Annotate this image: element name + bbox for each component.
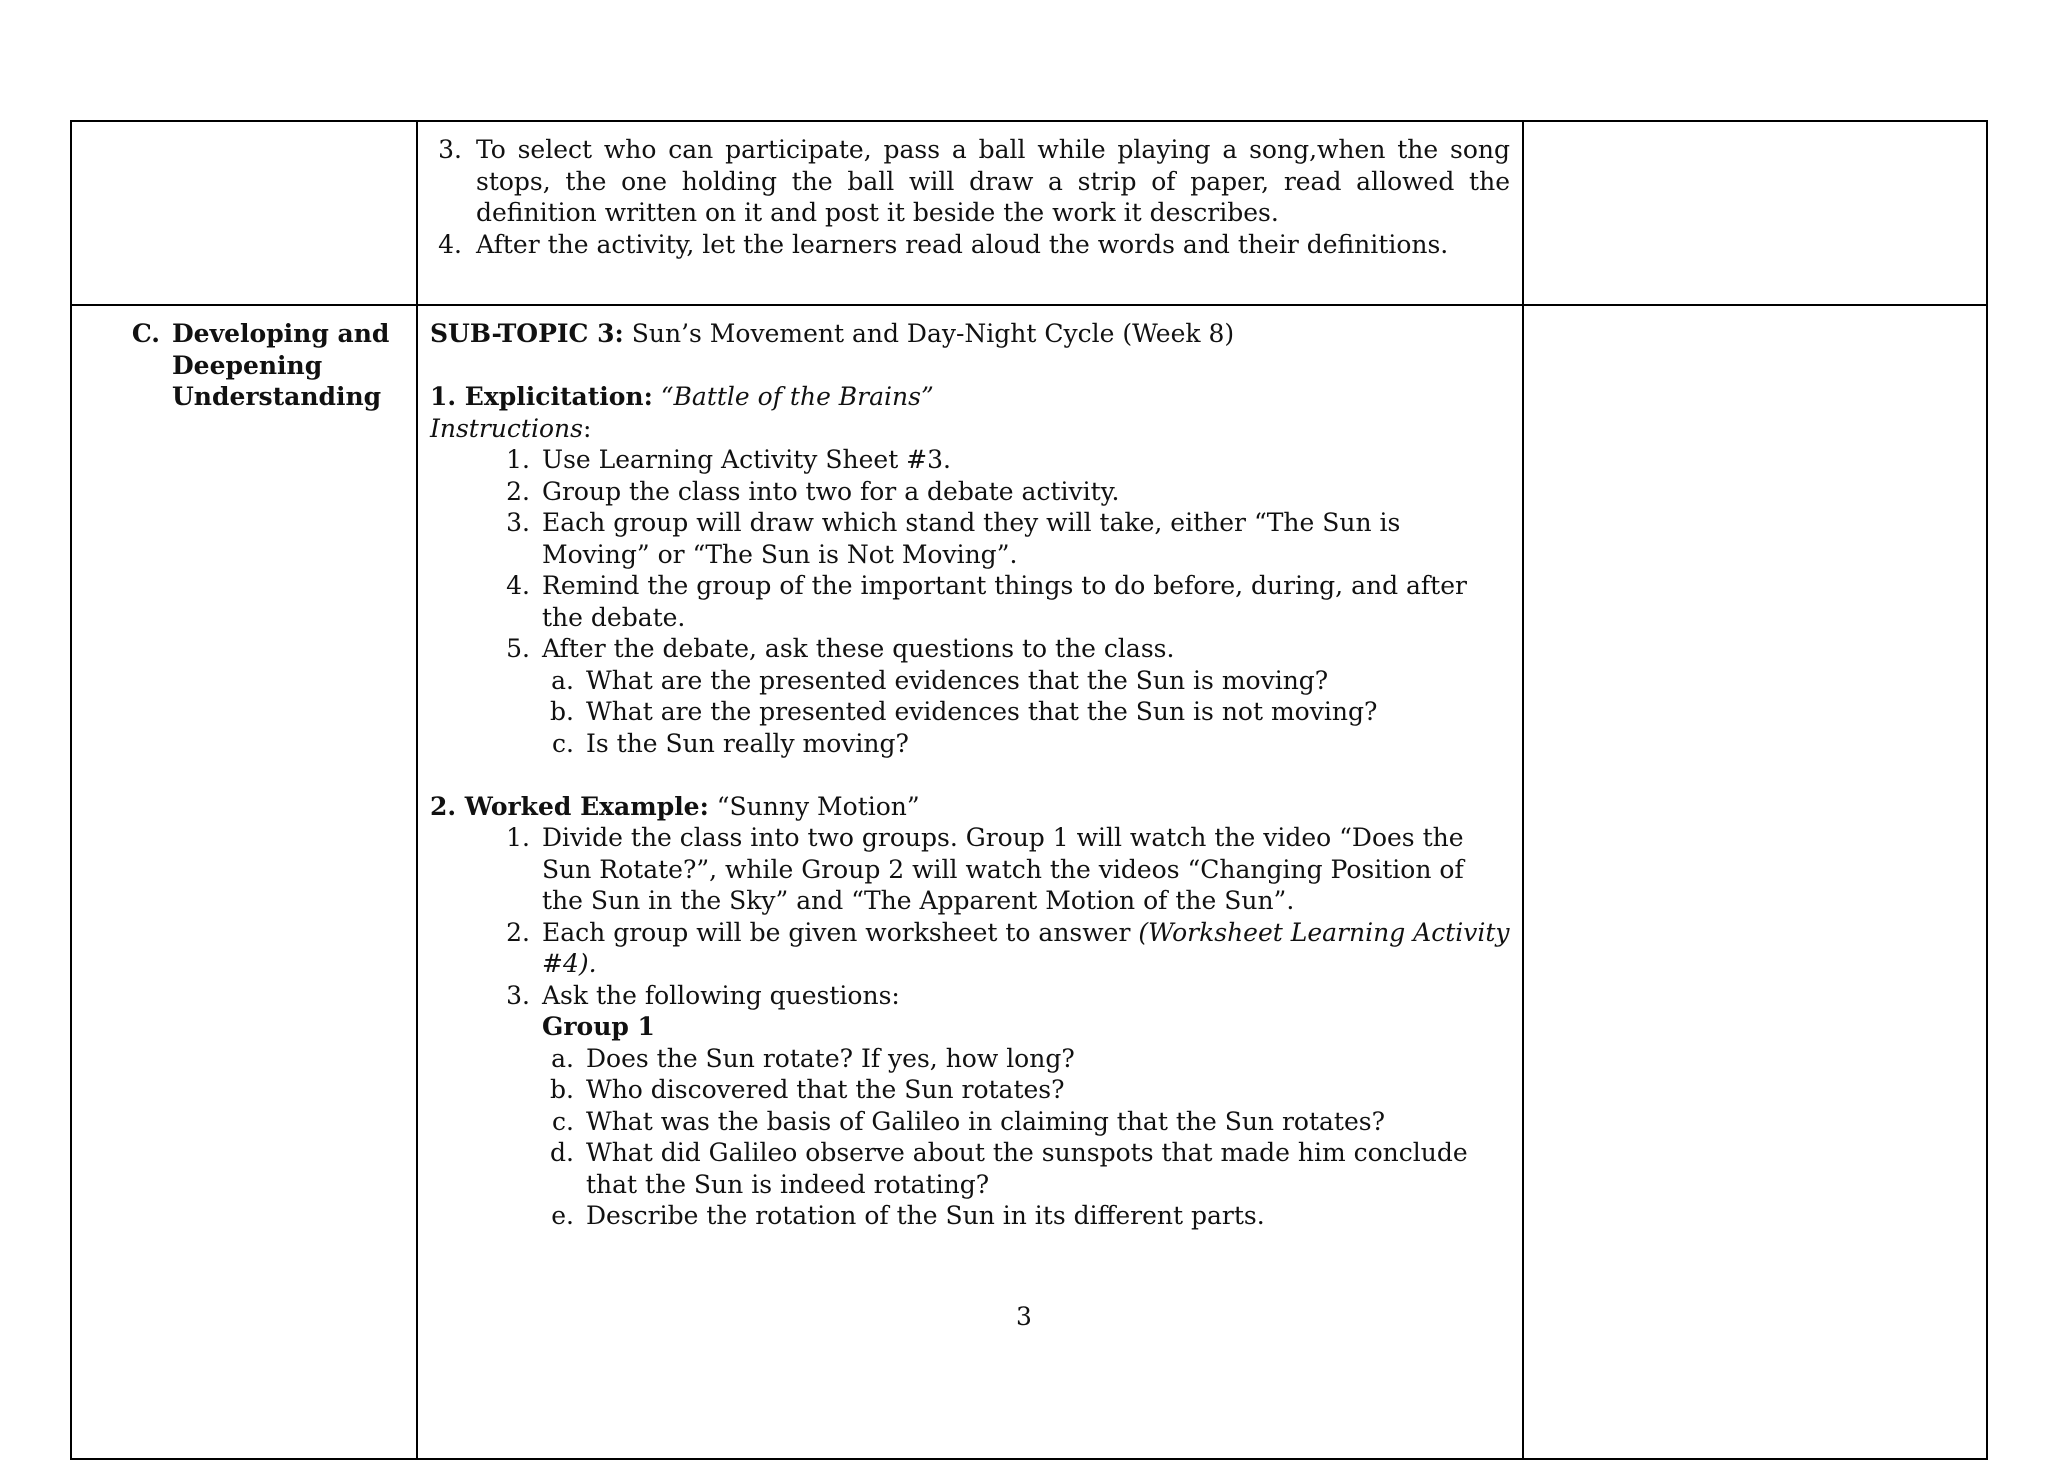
explicitation-title: “Battle of the Brains” (660, 382, 934, 411)
section-cell-empty (71, 121, 417, 305)
item-number: 3. (438, 135, 462, 164)
explicitation-heading (430, 381, 1510, 413)
list-item: 3. Ask the following questions: Group 1 (498, 980, 1510, 1043)
list-item: c. Is the Sun really moving? (552, 728, 909, 758)
section-title: Developing and Deepening Understanding (172, 319, 390, 411)
worked-example-label: 2. Worked Example: (430, 791, 709, 821)
list-item: e. Describe the rotation of the Sun in its different parts. (551, 1201, 1265, 1230)
notes-cell (1523, 305, 1987, 1459)
item-text: After the activity, let the learners read aloud the words and their definitions. (476, 229, 1449, 259)
instructions-label: Instructions: (430, 413, 592, 443)
table-row (71, 121, 1987, 305)
list-item: 1. Use Learning Activity Sheet #3. (506, 445, 951, 474)
list-item: 1. Divide the class into two groups. Group 1 will watch the video “Does the Sun Rotate?”, while Group 2 will watch the videos “Changing Position of the Sun in the Sky” and “The Apparent Motion of the Sun”. (506, 823, 1464, 915)
item-text: To select who can participate, pass a ball while playing a song,when the song stops, the one holding the ball will draw a strip of paper, read allowed the definition written on it and post it beside the work it describes. (476, 135, 1510, 227)
list-item: b. Who discovered that the Sun rotates? (550, 1075, 1065, 1104)
item-number: 4. (438, 229, 462, 259)
subtopic-heading (430, 318, 1510, 350)
worked-example-list (430, 822, 1510, 1232)
list-item: 3. Each group will draw which stand they will take, either “The Sun is Moving” or “The Sun is Not Moving”. (506, 508, 1401, 569)
list-item (430, 229, 1510, 261)
subtopic-label: SUB-TOPIC 3: (430, 319, 624, 348)
list-item: 2. Each group will be given worksheet to answer (Worksheet Learning Activity #4). (506, 917, 1510, 978)
group-label: Group 1 (542, 1012, 655, 1041)
activity-cell (417, 121, 1523, 305)
list-item: a. What are the presented evidences that the Sun is moving? (551, 665, 1329, 695)
section-label (84, 318, 404, 413)
section-cell (71, 305, 417, 1459)
list-item: 4. Remind the group of the important things to do before, during, and after the debate. (506, 571, 1467, 632)
list-item: b. What are the presented evidences that the Sun is not moving? (550, 697, 1378, 726)
worked-example-heading (430, 791, 1510, 823)
notes-cell (1523, 121, 1987, 305)
question-list (498, 1043, 1510, 1232)
table-row (71, 305, 1987, 1459)
question-list (498, 665, 1510, 760)
subtopic-text: Sun’s Movement and Day-Night Cycle (Week 8) (623, 319, 1235, 348)
section-letter: C. (131, 319, 160, 348)
list-item: 5. After the debate, ask these questions to the class. (506, 634, 1175, 663)
activity-cell (417, 305, 1523, 1459)
list-item: d. What did Galileo observe about the sunspots that made him conclude that the Sun is indeed rotating? (550, 1138, 1468, 1199)
instructions-list (430, 444, 1510, 759)
page-number: 3 (1016, 1302, 1032, 1331)
lesson-plan-table (70, 120, 1988, 1460)
list-item: 2. Group the class into two for a debate activity. (506, 476, 1120, 506)
list-item: c. What was the basis of Galileo in claiming that the Sun rotates? (552, 1106, 1386, 1136)
list-item (430, 134, 1510, 229)
worked-example-title: “Sunny Motion” (708, 791, 920, 821)
activity-list (430, 134, 1510, 260)
list-item: a. Does the Sun rotate? If yes, how long? (551, 1043, 1075, 1073)
explicitation-label: 1. Explicitation: (430, 382, 653, 411)
